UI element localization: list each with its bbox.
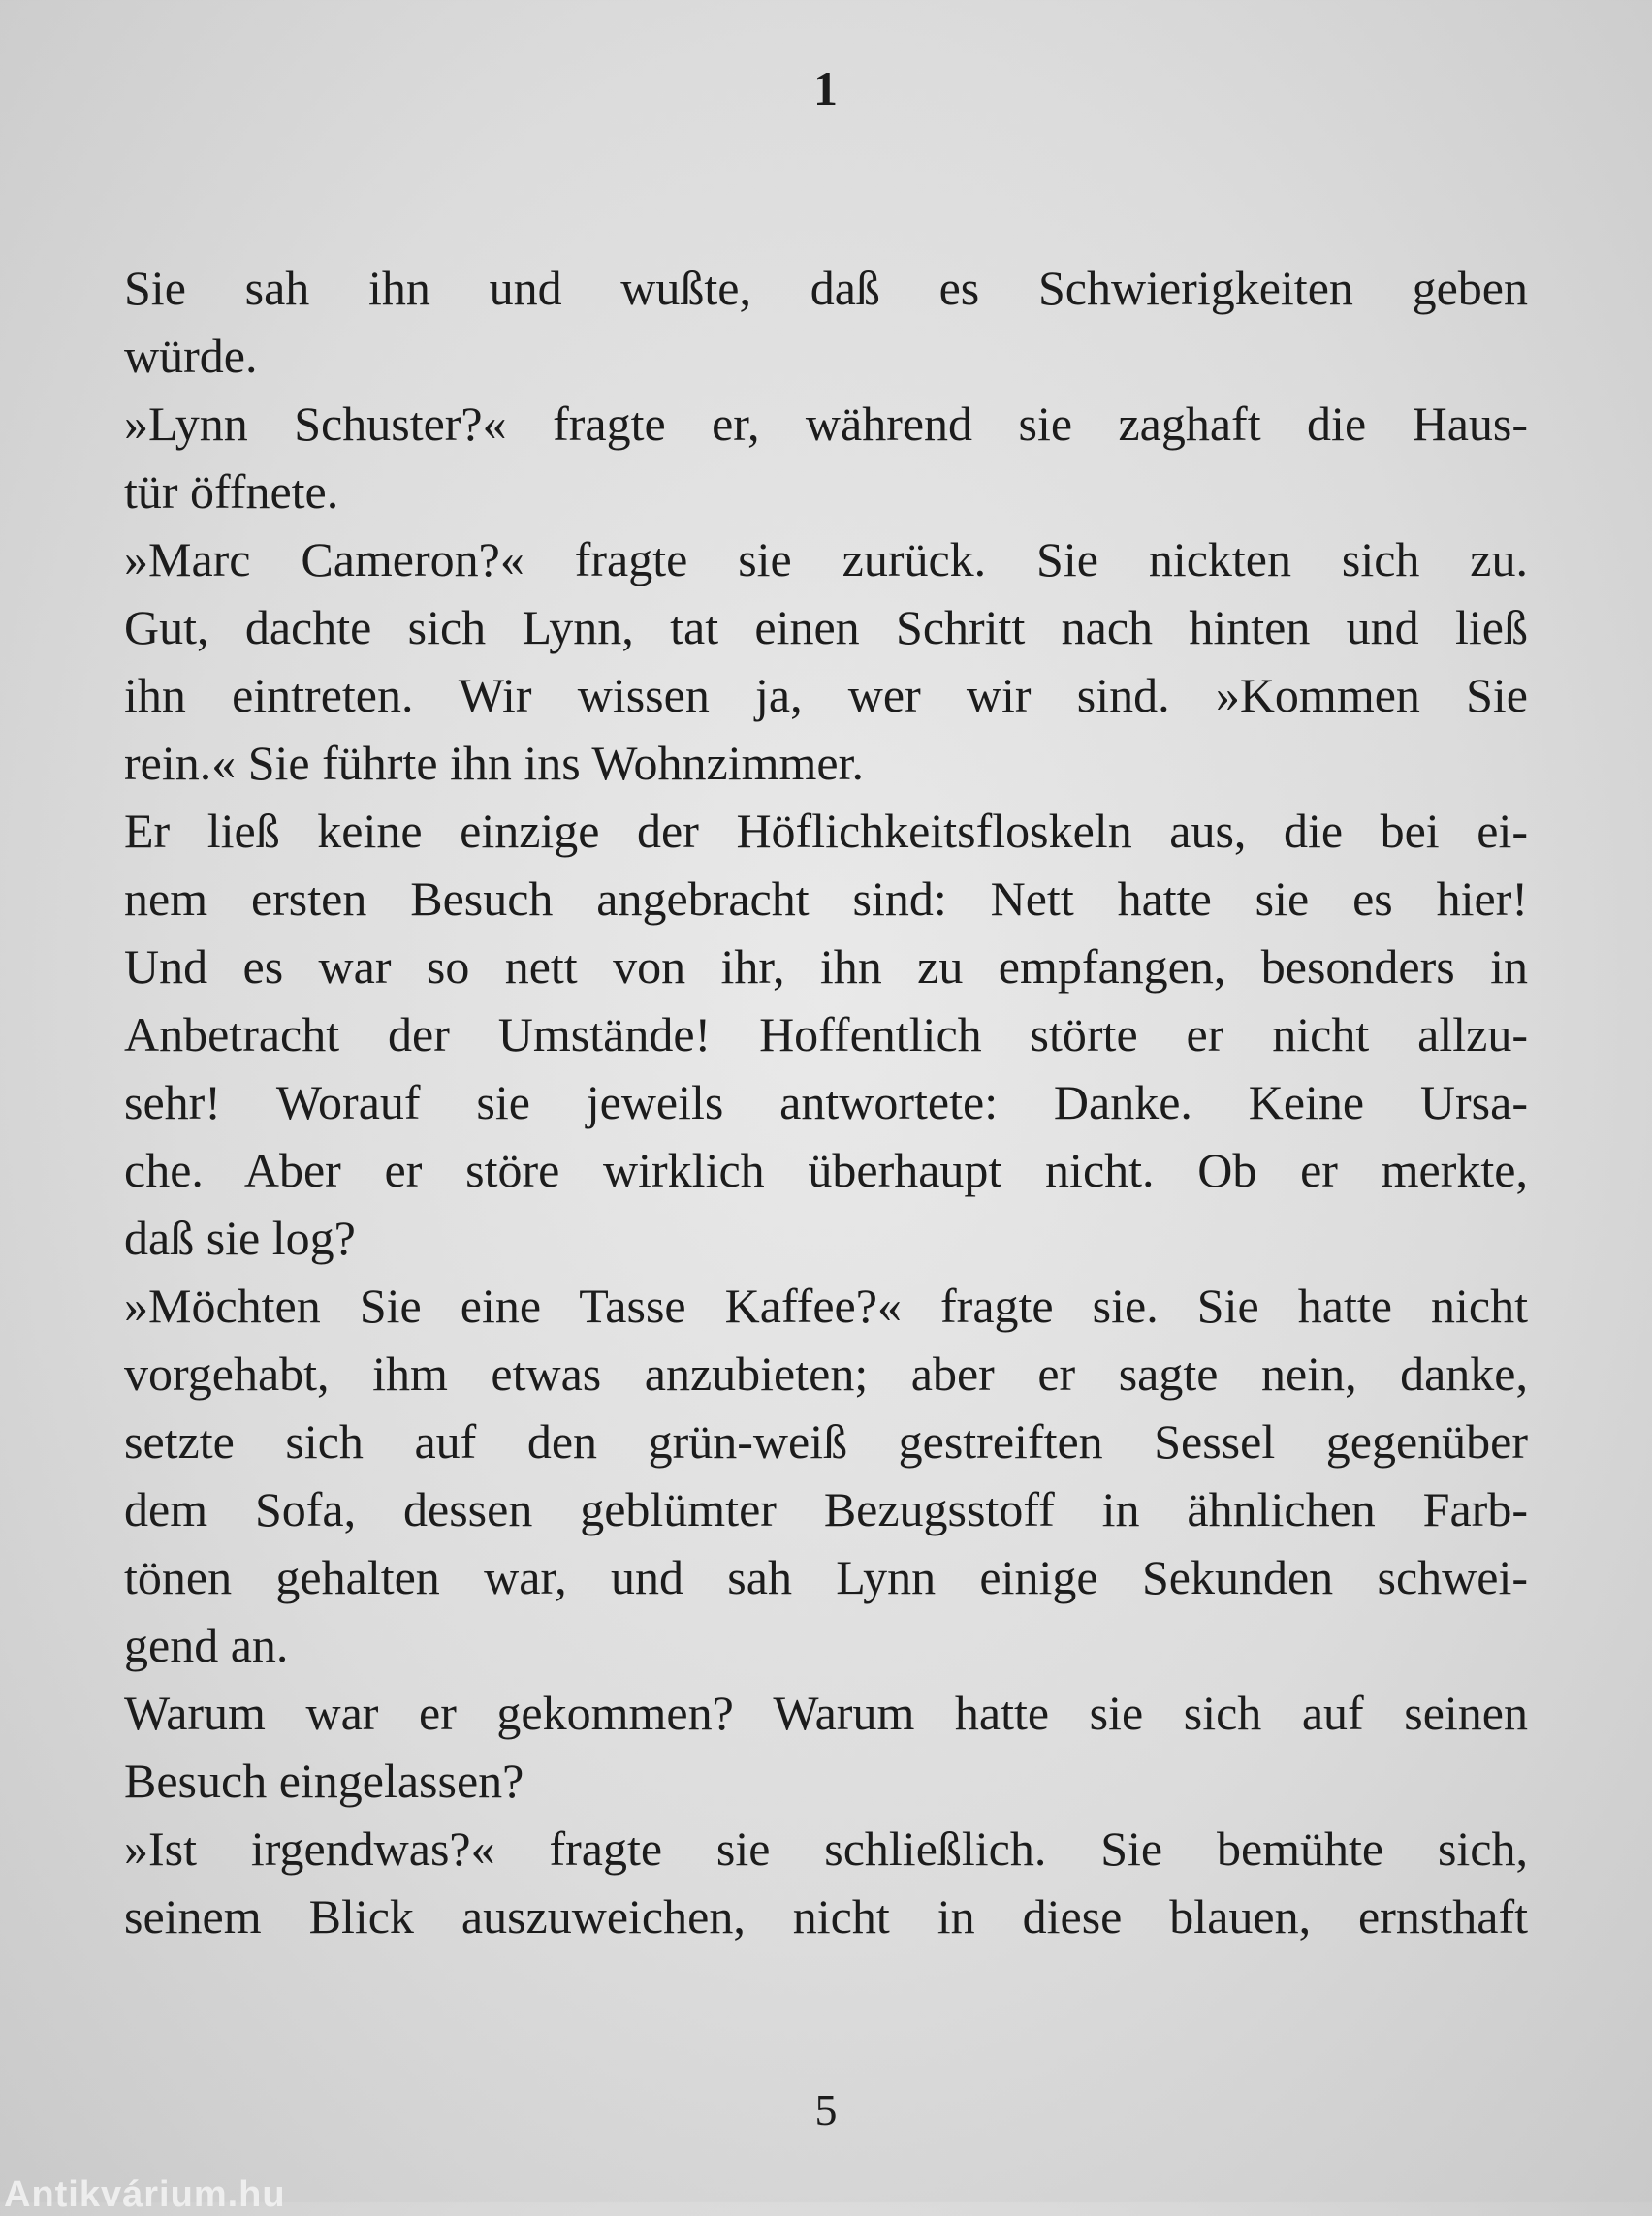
text-line: vorgehabt, ihm etwas anzubieten; aber er sagte nein, danke, (124, 1346, 1528, 1401)
text-line: dem Sofa, dessen geblümter Bezugsstoff in ähnlichen Farb- (124, 1482, 1528, 1536)
text-line: Gut, dachte sich Lynn, tat einen Schritt nach hinten und ließ (124, 600, 1528, 654)
text-line: daß sie log? (124, 1211, 356, 1265)
text-line: Besuch eingelassen? (124, 1754, 524, 1808)
text-line: sehr! Worauf sie jeweils antwortete: Danke. Keine Ursa- (124, 1075, 1528, 1129)
text-line: ihn eintreten. Wir wissen ja, wer wir sind. »Kommen Sie (124, 668, 1528, 722)
text-line: rein.« Sie führte ihn ins Wohnzimmer. (124, 736, 864, 790)
text-line: gend an. (124, 1618, 289, 1672)
text-line: Er ließ keine einzige der Höflichkeitsfloskeln aus, die bei ei- (124, 804, 1528, 858)
page-number: 5 (814, 2085, 838, 2135)
text-line: »Möchten Sie eine Tasse Kaffee?« fragte sie. Sie hatte nicht (124, 1279, 1528, 1333)
text-line: tür öffnete. (124, 464, 339, 519)
text-line: Warum war er gekommen? Warum hatte sie sich auf seinen (124, 1686, 1528, 1740)
chapter-number: 1 (813, 61, 839, 115)
text-line: Und es war so nett von ihr, ihn zu empfangen, besonders in (124, 939, 1528, 994)
text-line: Sie sah ihn und wußte, daß es Schwierigkeiten geben (124, 261, 1528, 315)
text-line: setzte sich auf den grün-weiß gestreiften Sessel gegenüber (124, 1414, 1528, 1469)
watermark: Antikvárium.hu (4, 2174, 286, 2215)
text-line: »Lynn Schuster?« fragte er, während sie zaghaft die Haus- (124, 396, 1528, 451)
text-line: nem ersten Besuch angebracht sind: Nett hatte sie es hier! (124, 871, 1528, 926)
text-line: che. Aber er störe wirklich überhaupt nicht. Ob er merkte, (124, 1143, 1528, 1197)
text-line: »Ist irgendwas?« fragte sie schließlich. Sie bemühte sich, (124, 1821, 1528, 1876)
text-line: tönen gehalten war, und sah Lynn einige Sekunden schwei- (124, 1550, 1528, 1604)
body-text (124, 254, 1528, 1950)
text-line: seinem Blick auszuweichen, nicht in diese blauen, ernsthaft (124, 1889, 1528, 1944)
text-line: »Marc Cameron?« fragte sie zurück. Sie nickten sich zu. (124, 532, 1528, 586)
text-line: würde. (124, 329, 258, 383)
text-line: Anbetracht der Umstände! Hoffentlich störte er nicht allzu- (124, 1007, 1528, 1061)
